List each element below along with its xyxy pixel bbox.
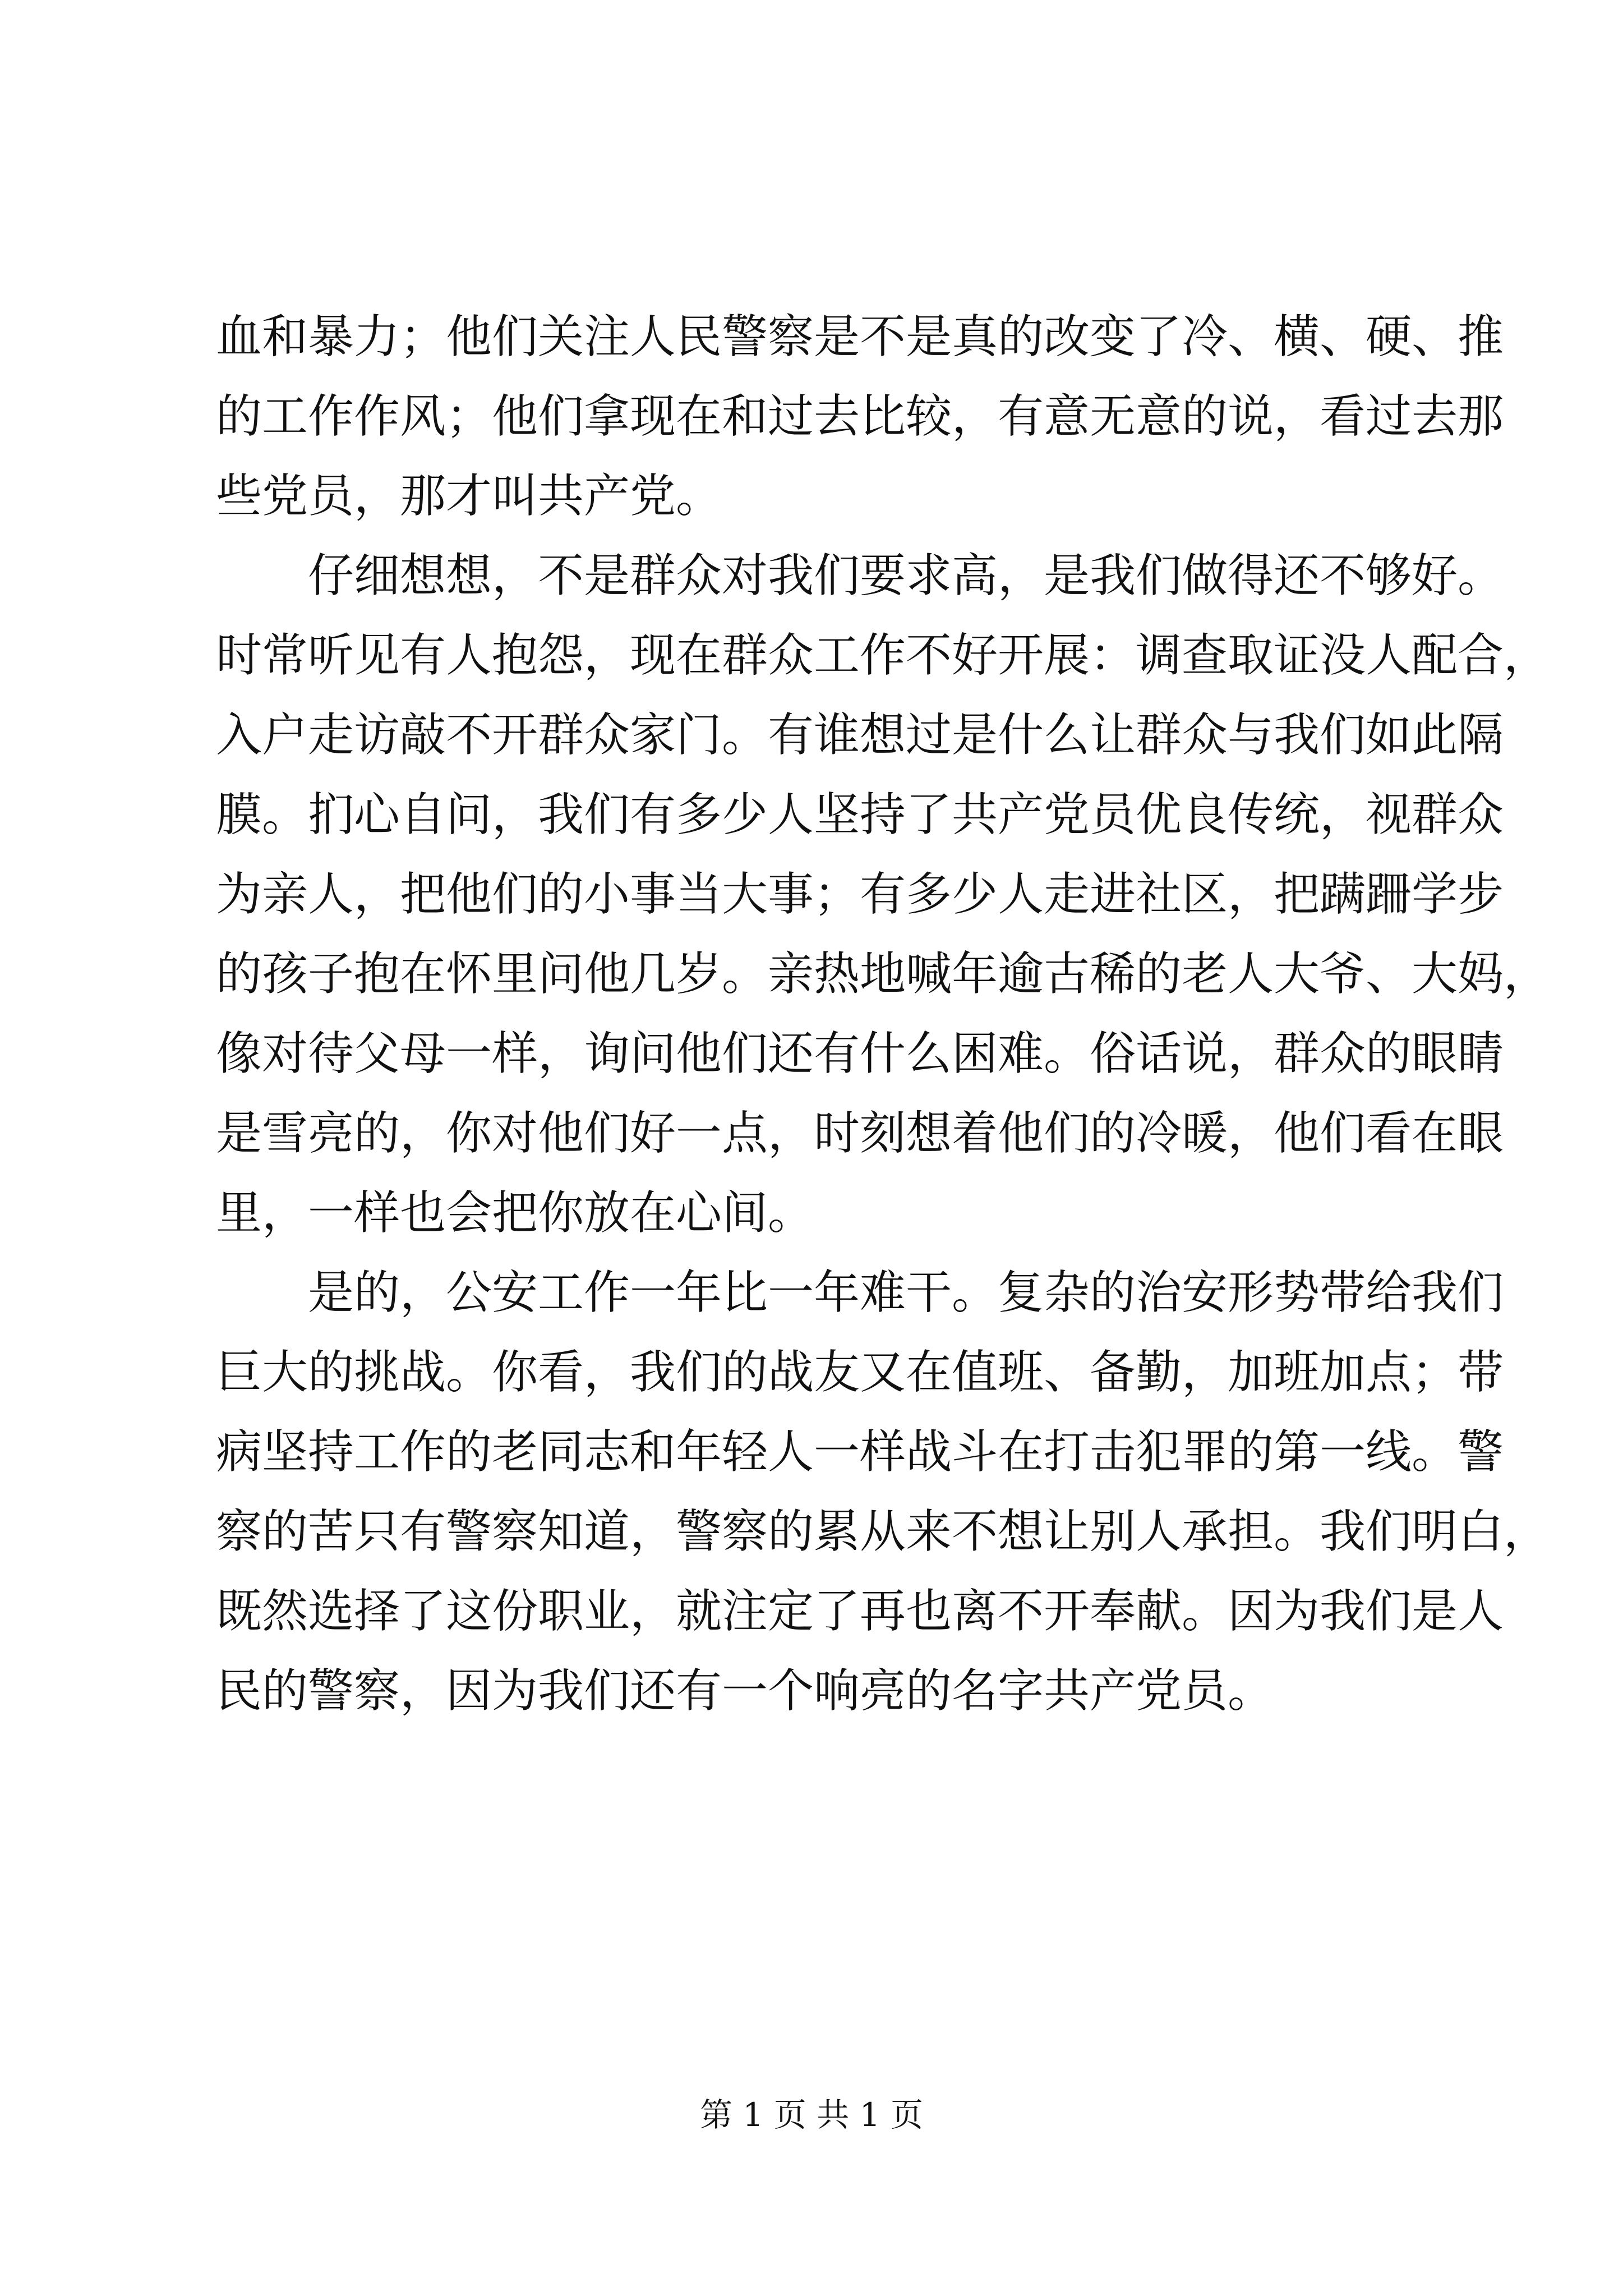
paragraph-3-line-2: 巨大的挑战。你看，我们的战友又在值班、备勤，加班加点；带 (216, 1346, 1504, 1399)
page-number-label: 第 1 页 共 1 页 (700, 2096, 923, 2134)
page-footer (0, 2092, 1623, 2137)
paragraph-1-line-1: 血和暴力；他们关注人民警察是不是真的改变了冷、横、硬、推 (216, 310, 1504, 364)
paragraph-3-line-4: 察的苦只有警察知道，警察的累从来不想让别人承担。我们明白， (216, 1505, 1550, 1558)
paragraph-2-line-7: 像对待父母一样，询问他们还有什么困难。俗话说，群众的眼睛 (216, 1027, 1504, 1080)
paragraph-2-line-9: 里，一样也会把你放在心间。 (216, 1186, 814, 1240)
paragraph-3-line-5: 既然选择了这份职业，就注定了再也离不开奉献。因为我们是人 (216, 1585, 1504, 1638)
document-body (216, 297, 1550, 1731)
paragraph-1-line-3: 些党员，那才叫共产党。 (216, 470, 722, 523)
paragraph-2-line-4: 膜。扪心自问，我们有多少人坚持了共产党员优良传统，视群众 (216, 788, 1504, 841)
paragraph-2-line-5: 为亲人，把他们的小事当大事；有多少人走进社区，把蹒跚学步 (216, 868, 1504, 921)
paragraph-2-line-2: 时常听见有人抱怨，现在群众工作不好开展：调查取证没人配合， (216, 629, 1550, 682)
paragraph-3-line-6: 民的警察，因为我们还有一个响亮的名字共产党员。 (216, 1664, 1274, 1718)
paragraph-2-line-3: 入户走访敲不开群众家门。有谁想过是什么让群众与我们如此隔 (216, 708, 1504, 762)
paragraph-2-line-6: 的孩子抱在怀里问他几岁。亲热地喊年逾古稀的老人大爷、大妈， (216, 947, 1550, 1001)
paragraph-2-line-8: 是雪亮的，你对他们好一点，时刻想着他们的冷暖，他们看在眼 (216, 1107, 1504, 1160)
paragraph-2-line-1: 仔细想想，不是群众对我们要求高，是我们做得还不够好。 (216, 549, 1504, 602)
paragraph-3-line-3: 病坚持工作的老同志和年轻人一样战斗在打击犯罪的第一线。警 (216, 1425, 1504, 1479)
paragraph-1-line-2: 的工作作风；他们拿现在和过去比较，有意无意的说，看过去那 (216, 390, 1504, 443)
paragraph-3-line-1: 是的，公安工作一年比一年难干。复杂的治安形势带给我们 (216, 1266, 1504, 1319)
